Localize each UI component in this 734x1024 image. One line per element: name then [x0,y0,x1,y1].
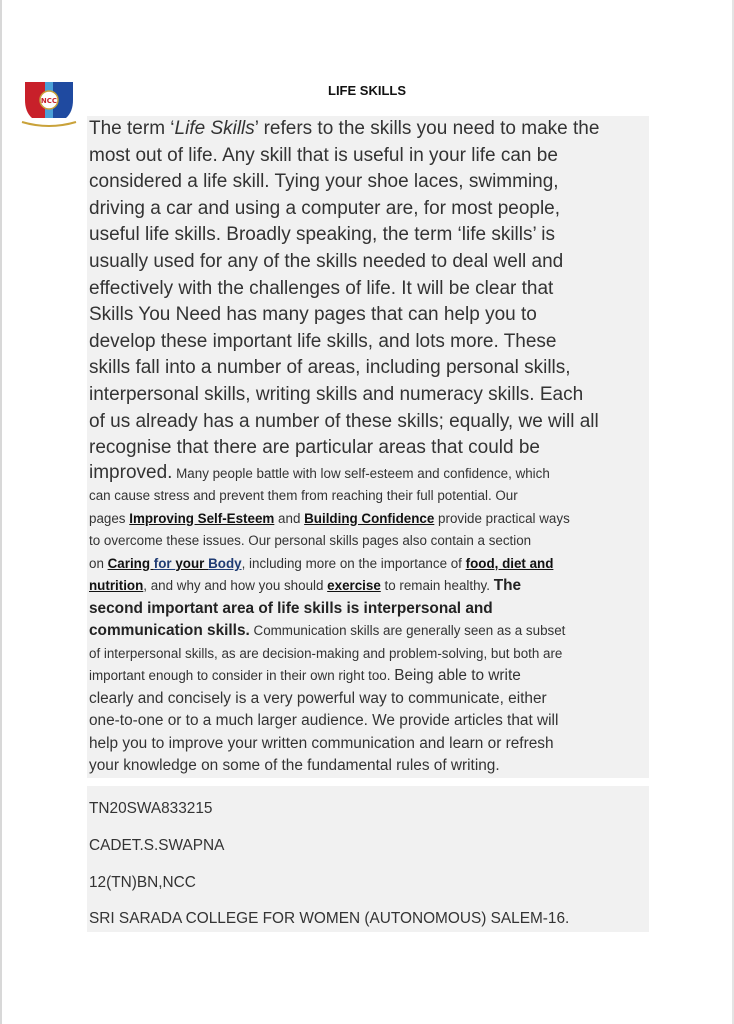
text-line: develop these important life skills, and lots more. These [89,330,557,352]
text-line: to overcome these issues. Our personal skills pages also contain a section [89,533,532,549]
text-line: second important area of life skills is interpersonal and [89,599,493,617]
text-line: usually used for any of the skills needed to deal well and [89,250,564,272]
text-line: communication skills. Communication skills are generally seen as a subset [89,622,566,640]
page-edge [0,0,2,1024]
text-line: Skills You Need has many pages that can help you to [89,304,537,326]
text-line: important enough to consider in their own right too. Being able to write [89,667,521,685]
text-line: improved. Many people battle with low self-esteem and confidence, which [89,461,550,483]
text-line: skills fall into a number of areas, including personal skills, [89,357,571,379]
text-line: driving a car and using a computer are, for most people, [89,197,561,219]
intro-paragraph [87,116,649,462]
food-diet-nutrition-link[interactable]: food, diet and [465,555,554,571]
document-body [87,116,649,778]
text-line: help you to improve your written communication and learn or refresh [89,734,554,752]
text-line: clearly and concisely is a very powerful way to communicate, either [89,689,547,707]
improving-self-esteem-link[interactable]: Improving Self-Esteem [129,510,275,526]
caring-for-your-body-link[interactable]: Caring for your Body [107,555,242,571]
text-line: your knowledge on some of the fundamental rules of writing. [89,757,500,775]
building-confidence-link[interactable]: Building Confidence [304,510,435,526]
page-title: LIFE SKILLS [328,83,406,98]
roll-number: TN20SWA833215 [89,800,213,817]
logo-emblem-text: NCC [40,97,58,105]
interpersonal-paragraph [87,598,649,778]
text-line: interpersonal skills, writing skills and numeracy skills. Each [89,383,584,405]
self-esteem-paragraph [87,462,649,598]
text-line: of us already has a number of these skills; equally, we will all [89,410,599,432]
text-line: nutrition, and why and how you should exercise to remain healthy. The [89,577,522,595]
cadet-name: CADET.S.SWAPNA [89,837,225,854]
text-line: most out of life. Any skill that is useful in your life can be [89,144,558,166]
text-line: one-to-one or to a much larger audience. We provide articles that will [89,712,559,730]
text-line: The term ‘Life Skills’ refers to the skills you need to make the [89,118,600,139]
text-line: recognise that there are particular areas that could be [89,437,540,459]
food-diet-nutrition-link[interactable]: nutrition [89,578,144,594]
exercise-link[interactable]: exercise [327,578,381,594]
college-name: SRI SARADA COLLEGE FOR WOMEN (AUTONOMOUS) SALEM-16. [89,910,570,927]
text-line: useful life skills. Broadly speaking, the term ‘life skills’ is [89,224,556,246]
text-line: pages Improving Self-Esteem and Building Confidence provide practical ways [89,510,570,526]
text-line: can cause stress and prevent them from reaching their full potential. Our [89,488,518,504]
text-line: of interpersonal skills, as are decision-making and problem-solving, but both are [89,645,563,661]
text-line: on Caring for your Body, including more on the importance of food, diet and [89,555,554,571]
text-line: considered a life skill. Tying your shoe laces, swimming, [89,171,559,193]
italic-term: Life Skills [174,118,255,139]
text-line: effectively with the challenges of life. It will be clear that [89,277,554,299]
unit-name: 12(TN)BN,NCC [89,874,196,891]
